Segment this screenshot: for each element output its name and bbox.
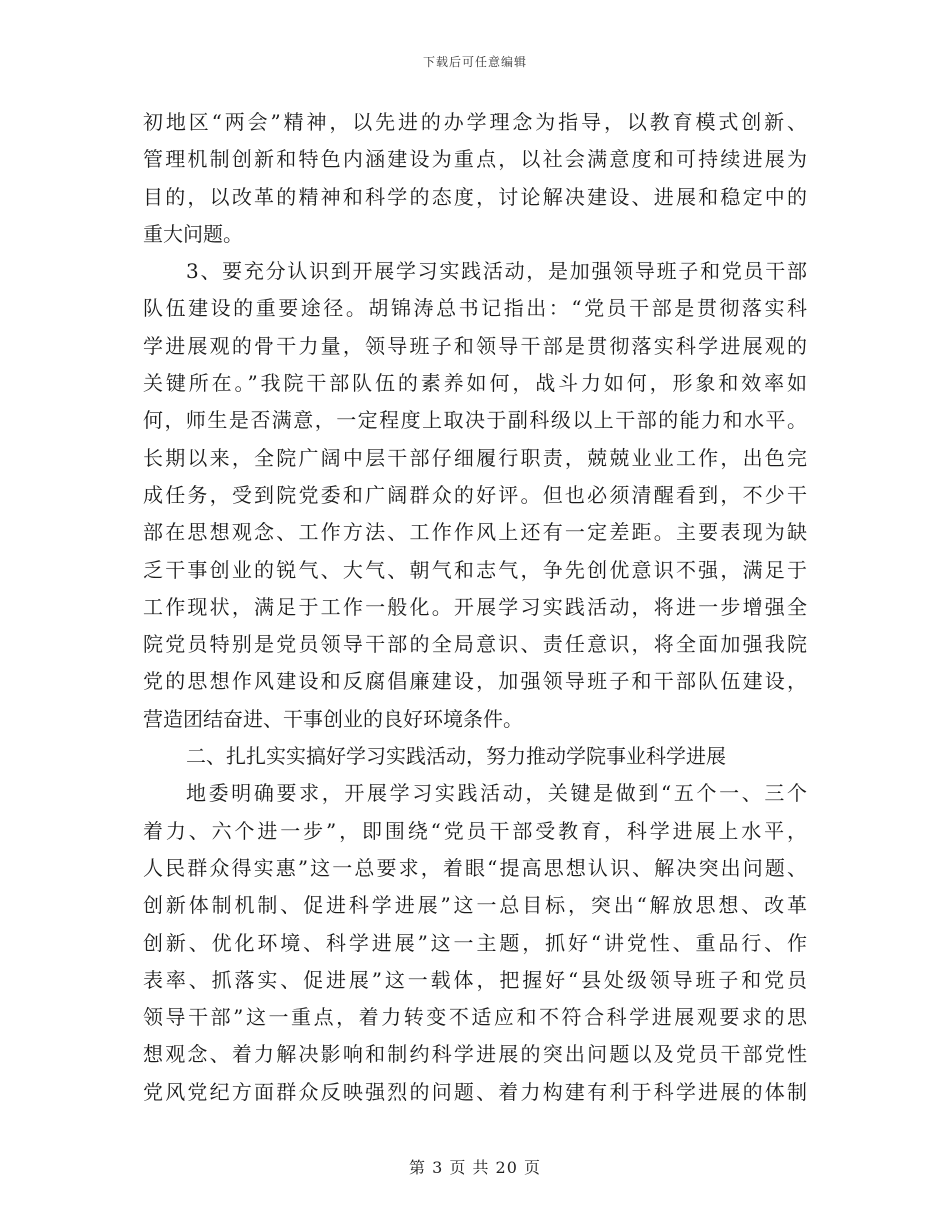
text-line: 乏干事创业的锐气、大气、朝气和志气，争先创优意识不强，满足于: [143, 557, 807, 582]
text-line: 成任务，受到院党委和广阔群众的好评。但也必须清醒看到，不少干: [143, 482, 807, 507]
text-line: 初地区“两会”精神，以先进的办学理念为指导，以教育模式创新、: [143, 110, 807, 134]
text-line: 重大问题。: [143, 221, 243, 246]
text-line: 何，师生是否满意，一定程度上取决于副科级以上干部的能力和水平。: [143, 408, 807, 433]
text-line: 创新、优化环境、科学进展”这一主题，抓好“讲党性、重品行、作: [143, 930, 807, 955]
text-line: 部在思想观念、工作方法、工作作风上还有一定差距。主要表现为缺: [143, 520, 807, 545]
document-body: [143, 104, 807, 1111]
text-line: 营造团结奋进、干事创业的良好环境条件。: [143, 706, 523, 731]
text-line: 长期以来，全院广阔中层干部仔细履行职责，兢兢业业工作，出色完: [143, 445, 807, 470]
text-line: 学进展观的骨干力量，领导班子和领导干部是贯彻落实科学进展观的: [143, 333, 807, 358]
page-footer: 第 3 页 共 20 页: [409, 1158, 541, 1177]
text-line: 队伍建设的重要途径。胡锦涛总书记指出：“党员干部是贯彻落实科: [143, 296, 807, 321]
text-line: 关键所在。”我院干部队伍的素养如何，战斗力如何，形象和效率如: [143, 371, 807, 396]
text-line: 地委明确要求，开展学习实践活动，关键是做到“五个一、三个: [186, 781, 807, 806]
text-line: 工作现状，满足于工作一般化。开展学习实践活动，将进一步增强全: [143, 594, 807, 619]
text-line: 党的思想作风建设和反腐倡廉建设，加强领导班子和干部队伍建设，: [143, 669, 807, 694]
text-line: 目的，以改革的精神和科学的态度，讨论解决建设、进展和稳定中的: [143, 184, 807, 209]
text-line: 创新体制机制、促进科学进展”这一总目标，突出“解放思想、改革: [143, 893, 807, 918]
text-line: 3、要充分认识到开展学习实践活动，是加强领导班子和党员干部: [186, 259, 807, 284]
text-line: 着力、六个进一步”，即围绕“党员干部受教育，科学进展上水平，: [143, 818, 807, 843]
text-line: 党风党纪方面群众反映强烈的问题、着力构建有利于科学进展的体制: [143, 1079, 807, 1104]
text-line: 领导干部”这一重点，着力转变不适应和不符合科学进展观要求的思: [143, 1005, 807, 1030]
text-line: 院党员特别是党员领导干部的全局意识、责任意识，将全面加强我院: [143, 632, 807, 657]
text-line: 表率、抓落实、促进展”这一载体，把握好“县处级领导班子和党员: [143, 967, 807, 992]
text-line: 想观念、着力解决影响和制约科学进展的突出问题以及党员干部党性: [143, 1042, 807, 1067]
text-line: 管理机制创新和特色内涵建设为重点，以社会满意度和可持续进展为: [143, 147, 807, 172]
section-heading: 二、扎扎实实搞好学习实践活动，努力推动学院事业科学进展: [186, 744, 726, 769]
text-line: 人民群众得实惠”这一总要求，着眼“提高思想认识、解决突出问题、: [143, 855, 807, 880]
page-header: 下载后可任意编辑: [422, 55, 527, 69]
